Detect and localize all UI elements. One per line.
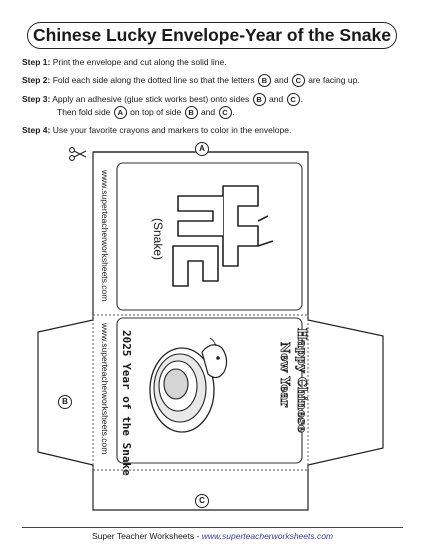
greeting-line-1: Happy Chinese bbox=[295, 328, 310, 433]
footer bbox=[0, 531, 425, 541]
footer-brand: Super Teacher Worksheets - bbox=[91, 531, 202, 541]
letter-badge: B bbox=[258, 74, 271, 87]
snake-label: (Snake) bbox=[151, 218, 165, 261]
step-text: and bbox=[200, 106, 216, 117]
step-text: . bbox=[300, 93, 303, 104]
step-text: on top of side bbox=[130, 106, 182, 117]
step-text: Then fold side bbox=[57, 106, 111, 117]
flap-c-badge: C bbox=[195, 494, 209, 508]
step-label: Step 4: bbox=[22, 125, 51, 136]
letter-badge: B bbox=[185, 106, 198, 119]
year-label: 2025 Year of the Snake bbox=[120, 330, 133, 476]
letter-badge: B bbox=[253, 93, 266, 106]
flap-b-badge: B bbox=[58, 395, 72, 409]
step-text: and bbox=[274, 74, 289, 85]
step-text: Use your favorite crayons and markers to color in the envelope. bbox=[52, 125, 292, 136]
step-label: Step 3: bbox=[22, 93, 51, 104]
greeting-line-2: New Year bbox=[278, 342, 293, 407]
footer-link[interactable]: www.superteacherworksheets.com bbox=[201, 531, 334, 541]
flap-a-badge: A bbox=[195, 142, 209, 156]
step-text: are facing up. bbox=[308, 74, 360, 85]
letter-badge: C bbox=[287, 93, 300, 106]
scissors-icon bbox=[70, 148, 86, 161]
website-vertical-top: www.superteacherworksheets.com bbox=[100, 170, 110, 302]
step-text: Apply an adhesive (glue stick works best) onto sides bbox=[52, 93, 250, 104]
letter-badge: C bbox=[292, 74, 305, 87]
step-text: Print the envelope and cut along the solid line. bbox=[52, 57, 227, 67]
website-vertical-bottom: www.superteacherworksheets.com bbox=[100, 323, 110, 455]
step-label: Step 2: bbox=[22, 74, 51, 85]
step-text: and bbox=[269, 93, 284, 104]
letter-badge: C bbox=[219, 106, 232, 119]
step-label: Step 1: bbox=[22, 57, 51, 67]
step-text: . bbox=[232, 106, 235, 117]
letter-badge: A bbox=[114, 106, 127, 119]
step-text: Fold each side along the dotted line so that the letters bbox=[52, 74, 255, 85]
page-title: Chinese Lucky Envelope-Year of the Snake bbox=[33, 25, 391, 45]
footer-divider bbox=[22, 527, 403, 528]
